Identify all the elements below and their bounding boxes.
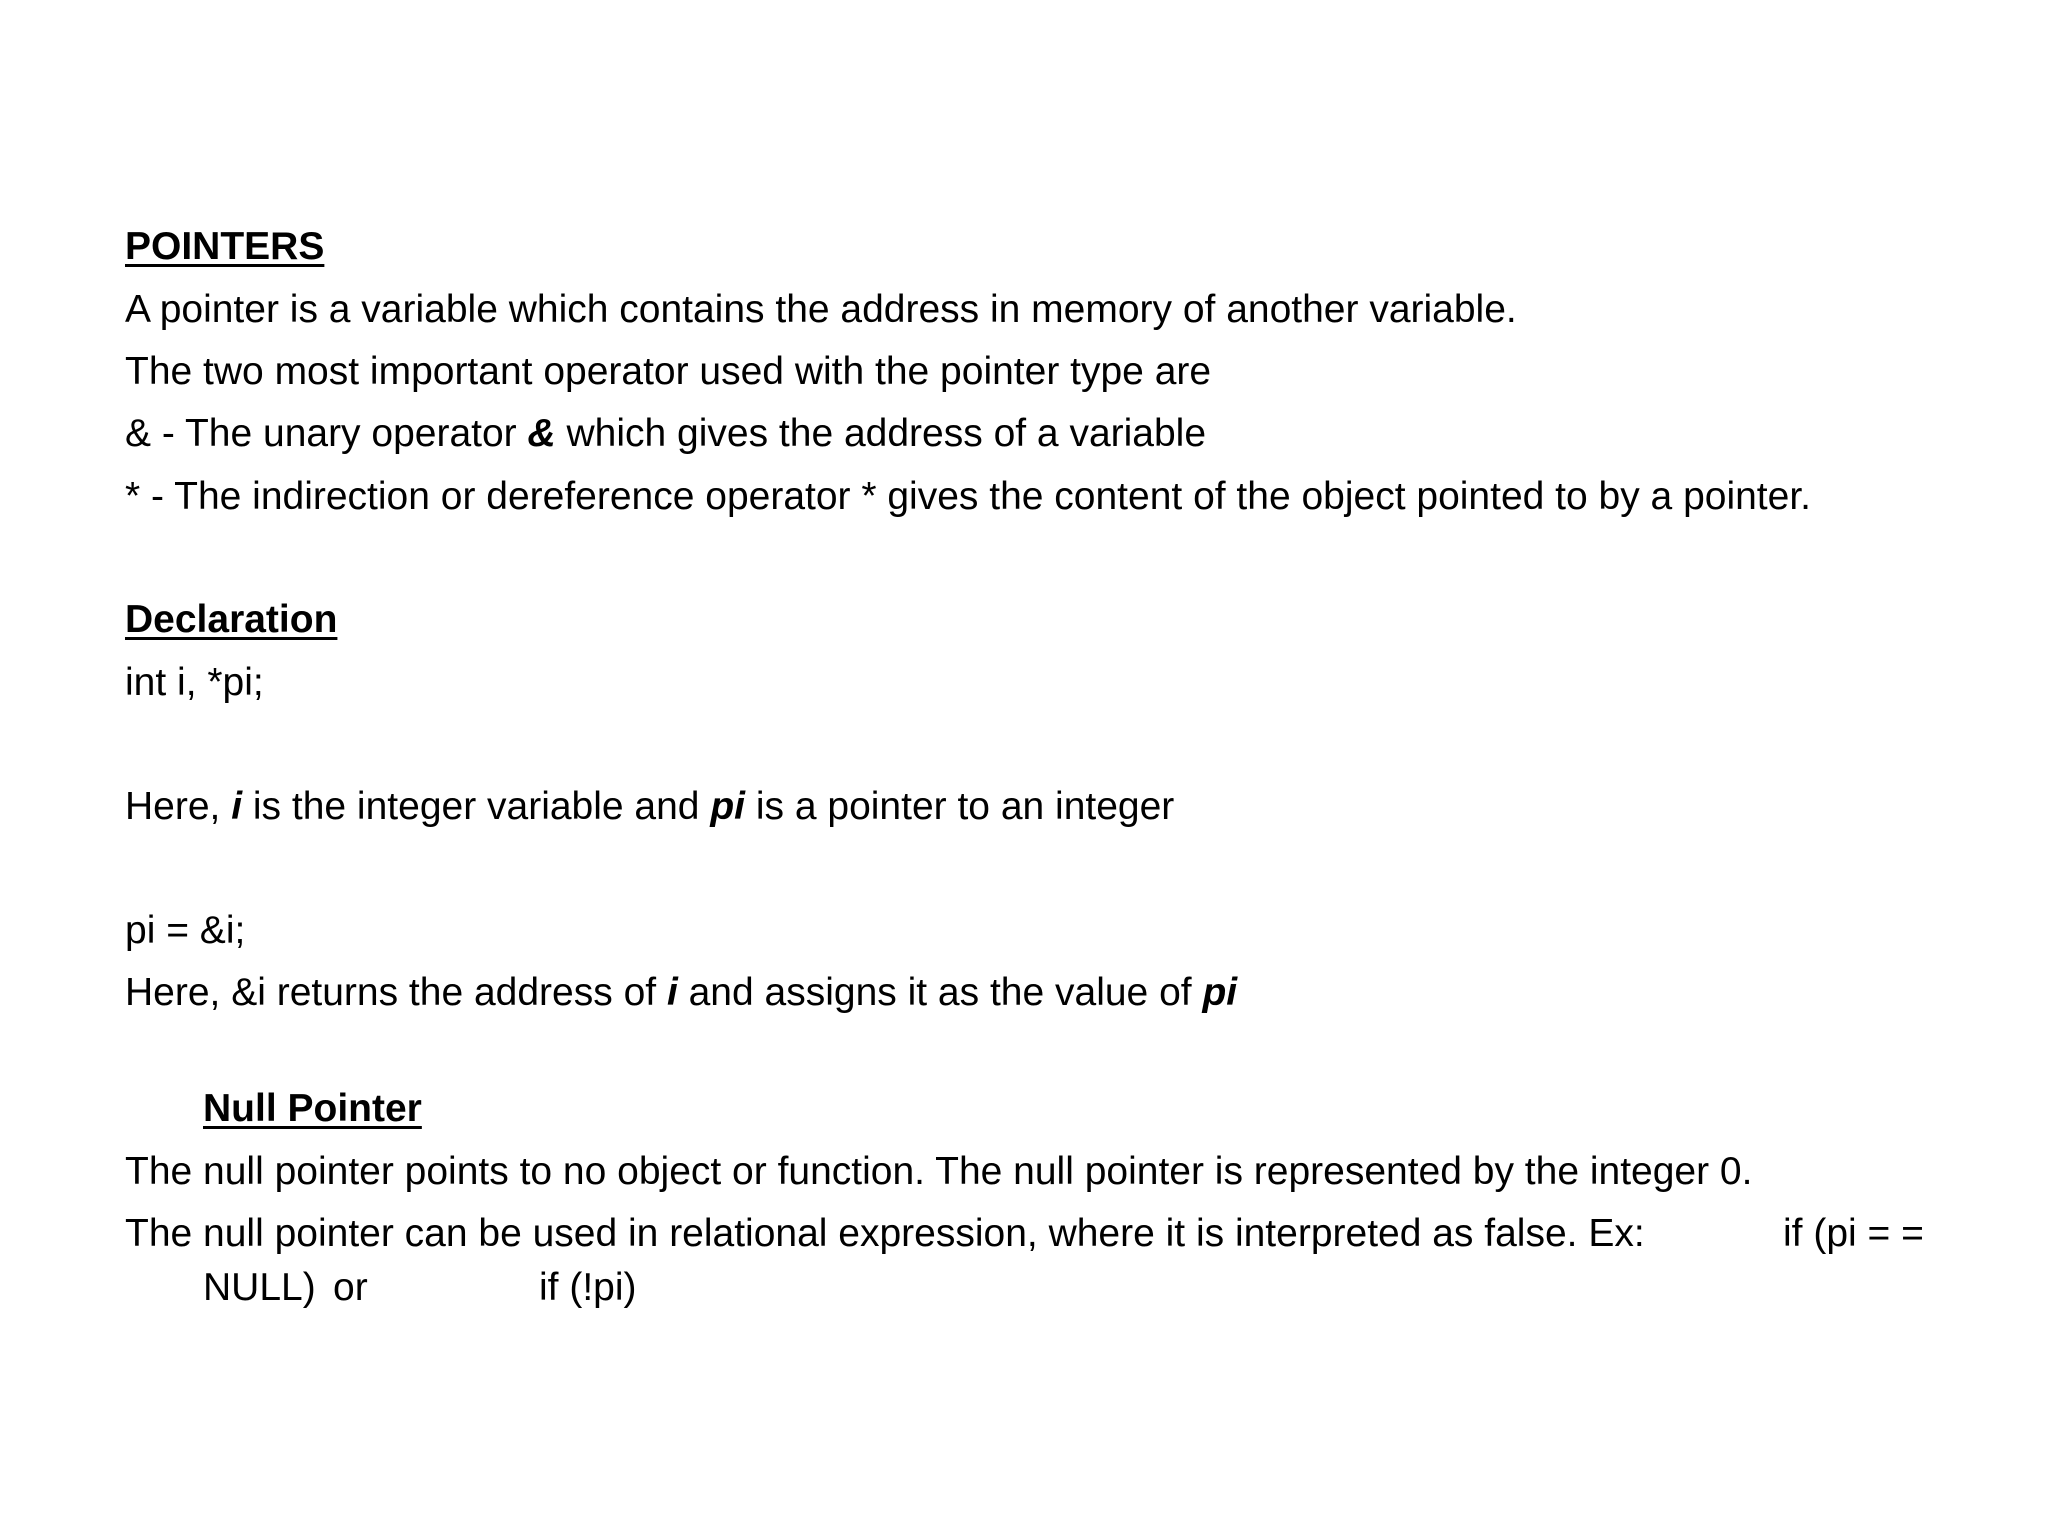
null-pointer-heading: Null Pointer bbox=[203, 1087, 422, 1130]
null-pointer-code-or: or bbox=[333, 1266, 368, 1309]
assignment-explanation bbox=[125, 970, 1237, 1016]
address-operator-line bbox=[125, 411, 1206, 457]
declaration-explanation bbox=[125, 784, 1174, 830]
null-pointer-usage: The null pointer can be used in relational expression, where it is interpreted as false. Ex: bbox=[125, 1212, 1645, 1255]
address-operator-symbol: & bbox=[527, 412, 556, 455]
var-i: i bbox=[666, 971, 678, 1014]
declaration-heading: Declaration bbox=[125, 598, 338, 641]
null-pointer-definition: The null pointer points to no object or function. The null pointer is represented by the integer 0. bbox=[125, 1150, 1753, 1193]
explain-text: Here, bbox=[125, 785, 232, 828]
pointers-operators-intro: The two most important operator used with the pointer type are bbox=[125, 350, 1212, 393]
address-operator-prefix: & - The unary operator bbox=[125, 412, 528, 455]
address-operator-suffix: which gives the address of a variable bbox=[555, 412, 1207, 455]
null-pointer-code-null: NULL) bbox=[203, 1266, 316, 1309]
explain-text: is a pointer to an integer bbox=[745, 785, 1175, 828]
var-i: i bbox=[231, 785, 243, 828]
null-pointer-code-not: if (!pi) bbox=[539, 1266, 637, 1309]
explain-text: and assigns it as the value of bbox=[677, 971, 1203, 1014]
var-pi: pi bbox=[1202, 971, 1238, 1014]
assignment-code: pi = &i; bbox=[125, 909, 246, 952]
dereference-operator-line: * - The indirection or dereference operator * gives the content of the object pointed to by a pointer. bbox=[125, 475, 1812, 518]
null-pointer-code-start: if (pi = = bbox=[1783, 1212, 1924, 1255]
pointers-definition: A pointer is a variable which contains the address in memory of another variable. bbox=[125, 288, 1517, 331]
declaration-code: int i, *pi; bbox=[125, 661, 264, 704]
explain-text: is the integer variable and bbox=[242, 785, 711, 828]
pointers-heading: POINTERS bbox=[125, 225, 325, 268]
var-pi: pi bbox=[710, 785, 746, 828]
explain-text: Here, &i returns the address of bbox=[125, 971, 667, 1014]
